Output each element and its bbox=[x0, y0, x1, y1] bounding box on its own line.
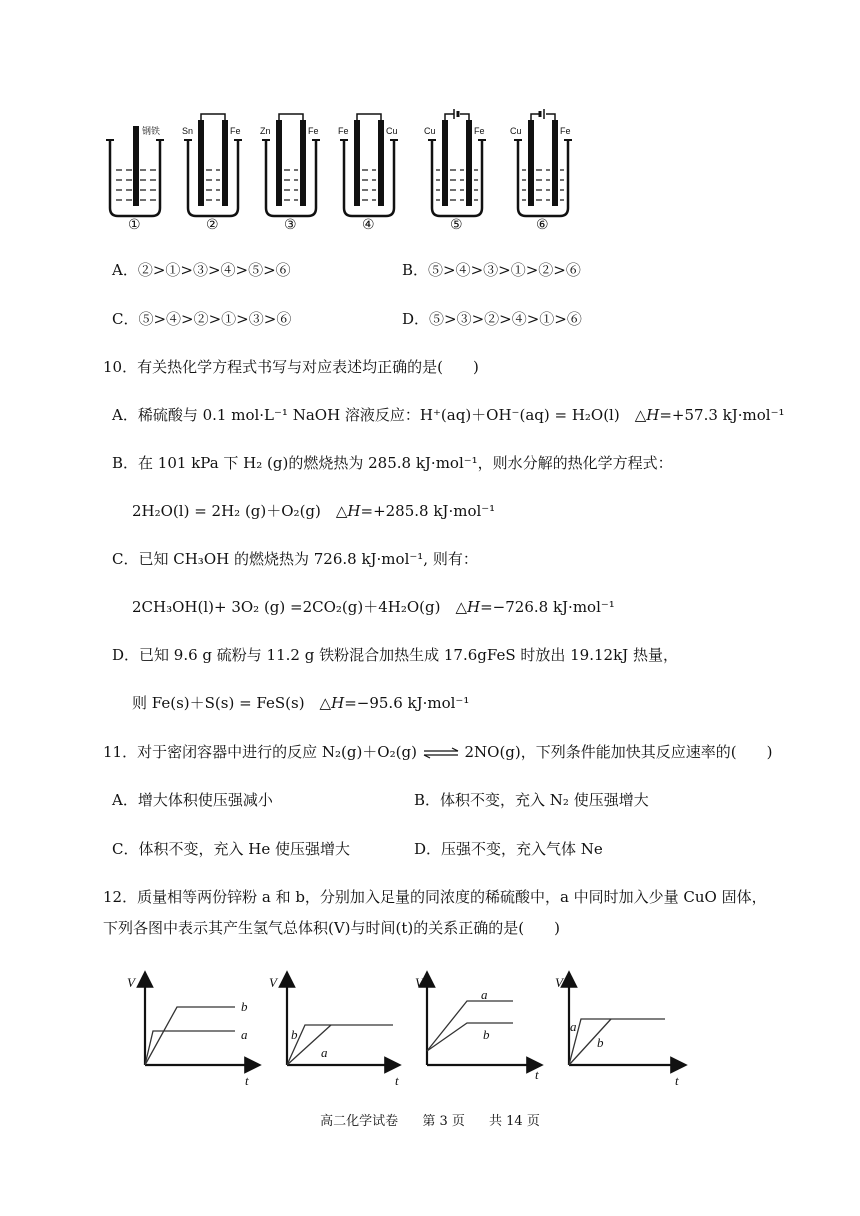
graph-c-v-label: V bbox=[415, 975, 423, 990]
graph-b-v-label: V bbox=[269, 975, 277, 990]
graph-d bbox=[555, 975, 679, 1088]
beaker-6-right-label: Fe bbox=[560, 126, 571, 136]
graph-a bbox=[127, 975, 253, 1088]
q11-option-b: B．体积不变，充入 N₂ 使压强增大 bbox=[414, 791, 649, 809]
beaker-2-left-label: Sn bbox=[182, 126, 194, 136]
q10-option-c: C．已知 CH₃OH 的燃烧热为 726.8 kJ·mol⁻¹, 则有： bbox=[112, 550, 478, 568]
q9-option-a: A．②>①>③>④>⑤>⑥ bbox=[112, 261, 291, 279]
graph-a-b-label: b bbox=[241, 999, 248, 1014]
beaker-3-number: ③ bbox=[284, 217, 297, 233]
graph-b-a-label: a bbox=[321, 1045, 328, 1060]
equilibrium-arrow-icon bbox=[422, 747, 460, 759]
q9-option-b: B．⑤>④>③>①>②>⑥ bbox=[402, 261, 581, 279]
q10-option-d-equation: 则 Fe(s)＋S(s) = FeS(s) △H=−95.6 kJ·mol⁻¹ bbox=[132, 694, 470, 712]
beaker-6-number: ⑥ bbox=[536, 217, 549, 233]
graph-a-v-label: V bbox=[127, 975, 135, 990]
q11-option-d: D．压强不变，充入气体 Ne bbox=[414, 840, 603, 858]
beaker-1 bbox=[106, 125, 164, 233]
beaker-3-left-label: Zn bbox=[260, 126, 271, 136]
graph-b-t-label: t bbox=[395, 1073, 399, 1088]
beaker-4-right-label: Cu bbox=[386, 126, 398, 136]
beaker-2-number: ② bbox=[206, 217, 219, 233]
graph-d-v-label: V bbox=[555, 975, 563, 990]
q11-option-c: C．体积不变，充入 He 使压强增大 bbox=[112, 840, 350, 858]
beaker-3-right-label: Fe bbox=[308, 126, 319, 136]
q10-option-c-equation: 2CH₃OH(l)+ 3O₂ (g) =2CO₂(g)＋4H₂O(g) △H=−726.8 kJ·mol⁻¹ bbox=[132, 598, 615, 616]
beaker-2 bbox=[182, 114, 242, 233]
graph-a-t-label: t bbox=[245, 1073, 249, 1088]
beaker-1-number: ① bbox=[128, 217, 141, 233]
graph-d-t-label: t bbox=[675, 1073, 679, 1088]
beaker-5 bbox=[424, 109, 486, 233]
q11-option-a: A．增大体积使压强减小 bbox=[112, 791, 273, 809]
graph-c-b-label: b bbox=[483, 1027, 490, 1042]
q10-option-b-equation: 2H₂O(l) = 2H₂ (g)＋O₂(g) △H=+285.8 kJ·mol⁻¹ bbox=[132, 502, 496, 520]
q9-option-d: D．⑤>③>②>④>①>⑥ bbox=[402, 310, 582, 328]
q12-graph-row bbox=[115, 965, 695, 1090]
footer-total: 共 14 页 bbox=[489, 1114, 540, 1129]
graph-c bbox=[415, 975, 539, 1082]
q11-stem: 11．对于密闭容器中进行的反应 N₂(g)＋O₂(g) 2NO(g)，下列条件能加快其反应速率的( ) bbox=[103, 743, 773, 761]
beaker-figure-row bbox=[100, 100, 600, 235]
footer-subject: 高二化学试卷 bbox=[320, 1114, 399, 1129]
graph-b bbox=[269, 975, 399, 1088]
beaker-5-right-label: Fe bbox=[474, 126, 485, 136]
beaker-1-label: 钢铁 bbox=[142, 126, 161, 136]
beaker-6-left-label: Cu bbox=[510, 126, 522, 136]
beaker-2-right-label: Fe bbox=[230, 126, 241, 136]
beaker-4-left-label: Fe bbox=[338, 126, 349, 136]
beaker-4 bbox=[338, 114, 398, 233]
q9-option-c: C．⑤>④>②>①>③>⑥ bbox=[112, 310, 292, 328]
q10-option-d: D．已知 9.6 g 硫粉与 11.2 g 铁粉混合加热生成 17.6gFeS 时放出 19.12kJ 热量， bbox=[112, 646, 678, 664]
graph-c-t-label: t bbox=[535, 1067, 539, 1082]
beaker-5-left-label: Cu bbox=[424, 126, 436, 136]
q10-option-a: A．稀硫酸与 0.1 mol·L⁻¹ NaOH 溶液反应：H⁺(aq)＋OH⁻(aq) = H₂O(l) △H=+57.3 kJ·mol⁻¹ bbox=[112, 406, 785, 424]
beaker-6 bbox=[510, 109, 572, 233]
beaker-4-number: ④ bbox=[362, 217, 375, 233]
beaker-5-number: ⑤ bbox=[450, 217, 463, 233]
graph-b-b-label: b bbox=[291, 1027, 298, 1042]
beaker-3 bbox=[260, 114, 320, 233]
graph-d-a-label: a bbox=[570, 1019, 577, 1034]
q12-stem-line1: 12．质量相等两份锌粉 a 和 b，分别加入足量的同浓度的稀硫酸中，a 中同时加入少量 CuO 固体， bbox=[103, 888, 767, 906]
q10-option-b: B．在 101 kPa 下 H₂ (g)的燃烧热为 285.8 kJ·mol⁻¹，则水分解的热化学方程式： bbox=[112, 454, 673, 472]
graph-d-b-label: b bbox=[597, 1035, 604, 1050]
q12-stem-line2: 下列各图中表示其产生氢气总体积(V)与时间(t)的关系正确的是( ) bbox=[103, 919, 560, 937]
graph-c-a-label: a bbox=[481, 987, 488, 1002]
graph-a-a-label: a bbox=[241, 1027, 248, 1042]
footer-page: 第 3 页 bbox=[422, 1114, 465, 1129]
page-footer bbox=[0, 1110, 860, 1129]
q10-stem: 10．有关热化学方程式书写与对应表述均正确的是( ) bbox=[103, 358, 479, 376]
